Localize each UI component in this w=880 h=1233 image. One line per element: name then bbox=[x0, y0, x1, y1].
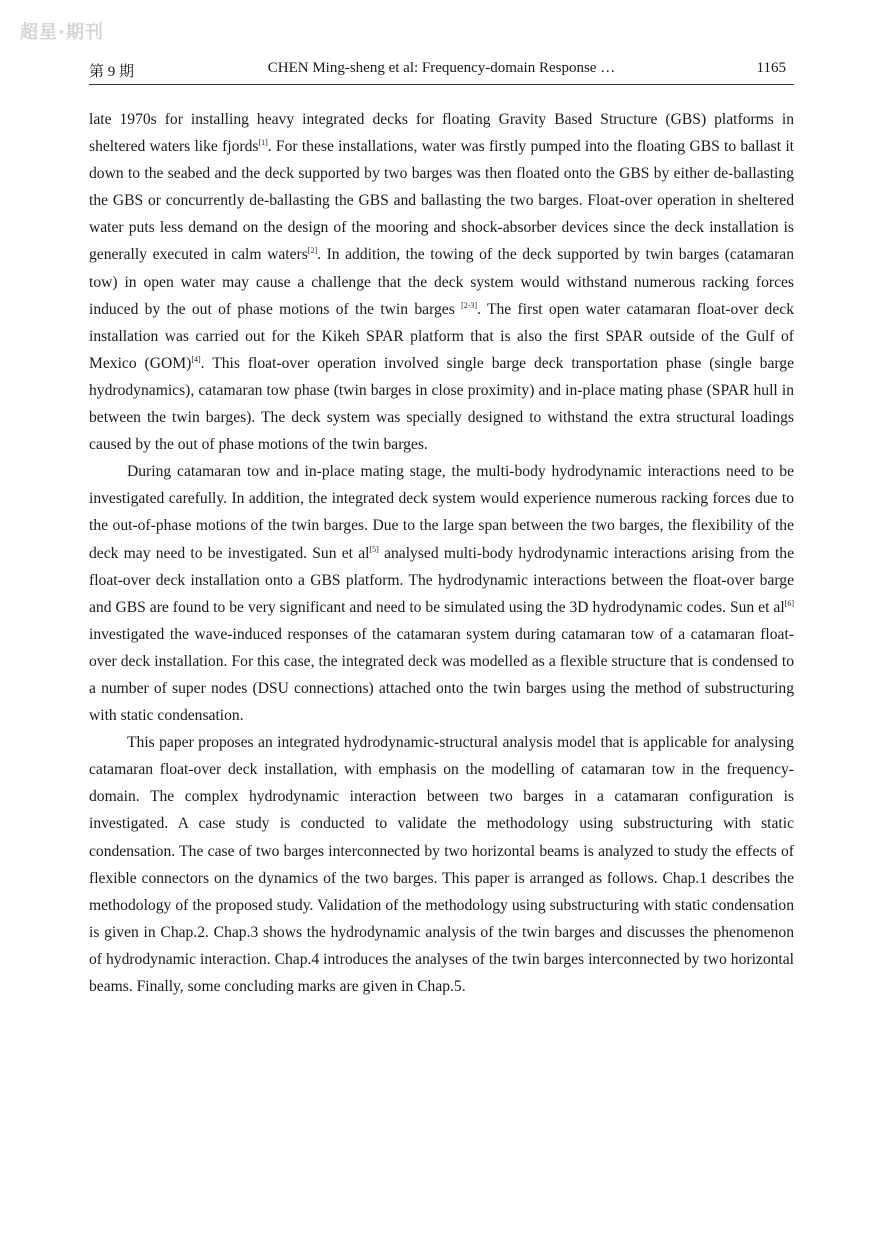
paragraph-text: analysed multi-body hydrodynamic interactions arising from the float-over deck installation onto a GBS platform. The hydrodynamic interactions between the float-over barge and GBS are found to be very significant and need to be simulated using the 3D hydrodynamic codes. Sun et al bbox=[89, 544, 795, 616]
page-number: 1165 bbox=[756, 60, 786, 76]
paragraph-text: . This float-over operation involved single barge deck transportation phase (single barge hydrodynamics), catamaran tow phase (twin barges in close proximity) and in-place mating phase (SPAR hull in between the twin barges). The deck system was specially designed to withstand the extra structural loadings caused by the out of phase motions of the twin barges. bbox=[89, 354, 795, 454]
citation-reference: [1] bbox=[258, 138, 268, 148]
paragraph-text: investigated the wave-induced responses of the catamaran system during catamaran tow of a catamaran float-over deck installation. For this case, the integrated deck was modelled as a flexible structure that is condensed to a number of super nodes (DSU connections) attached onto the twin barges using the method of substructuring with static condensation. bbox=[89, 625, 794, 725]
running-title: CHEN Ming-sheng et al: Frequency-domain Response … bbox=[267, 60, 616, 76]
paragraph-text: late 1970s for installing heavy integrated decks for floating Gravity Based Structure (GBS) platforms in sheltered waters like fjords bbox=[89, 111, 794, 156]
watermark-logo: 超星·期刊 bbox=[20, 22, 104, 43]
citation-reference: [2] bbox=[307, 246, 318, 256]
paragraph-text: . In addition, the towing of the deck supported by twin barges (catamaran tow) in open water may cause a challenge that the deck system would withstand numerous racking forces induced by the out of phase motions of the twin barges bbox=[89, 246, 794, 318]
paragraph-text: This paper proposes an integrated hydrodynamic-structural analysis model that is applicable for analysing catamaran float-over deck installation, with emphasis on the modelling of catamaran tow in the frequency-domain. The complex hydrodynamic interaction between two barges in a catamaran configuration is investigated. A case study is conducted to validate the methodology using substructuring with static condensation. The case of two barges interconnected by two horizontal beams is analyzed to study the effects of flexible connectors on the dynamics of the two barges. This paper is arranged as follows. Chap.1 describes the methodology of the proposed study. Validation of the methodology using substructuring with static condensation is given in Chap.2. Chap.3 shows the hydrodynamic analysis of the twin barges and discusses the phenomenon of hydrodynamic interaction. Chap.4 introduces the analyses of the twin barges interconnected by two horizontal beams. Finally, some concluding marks are given in Chap.5. bbox=[89, 734, 794, 995]
body-paragraph bbox=[89, 729, 794, 1000]
body-paragraph bbox=[89, 106, 794, 458]
citation-reference: [2-3] bbox=[461, 300, 478, 310]
body-paragraph bbox=[89, 458, 794, 729]
citation-reference: [6] bbox=[784, 598, 794, 608]
issue-number: 第 9 期 bbox=[89, 64, 135, 80]
paragraph-text: . For these installations, water was firstly pumped into the floating GBS to ballast it down to the seabed and the deck supported by two barges was then floated onto the GBS by either de-ballasting the GBS or concurrently de-ballasting the GBS and ballasting the two barges. Float-over operation in sheltered water puts less demand on the design of the mooring and shock-absorber devices since the deck installation is generally executed in calm waters bbox=[89, 138, 794, 264]
paragraph-text: . The first open water catamaran float-over deck installation was carried out for the Kikeh SPAR platform that is also the first SPAR outside of the Gulf of Mexico (GOM) bbox=[89, 300, 794, 372]
article-body bbox=[89, 106, 794, 1000]
paragraph-text: During catamaran tow and in-place mating stage, the multi-body hydrodynamic interactions need to be investigated carefully. In addition, the integrated deck system would experience numerous racking forces due to the out-of-phase motions of the twin barges. Due to the large span between the two barges, the flexibility of the deck may need to be investigated. Sun et al bbox=[89, 463, 794, 562]
running-header bbox=[89, 58, 794, 85]
citation-reference: [5] bbox=[369, 544, 379, 554]
citation-reference: [4] bbox=[191, 354, 201, 364]
